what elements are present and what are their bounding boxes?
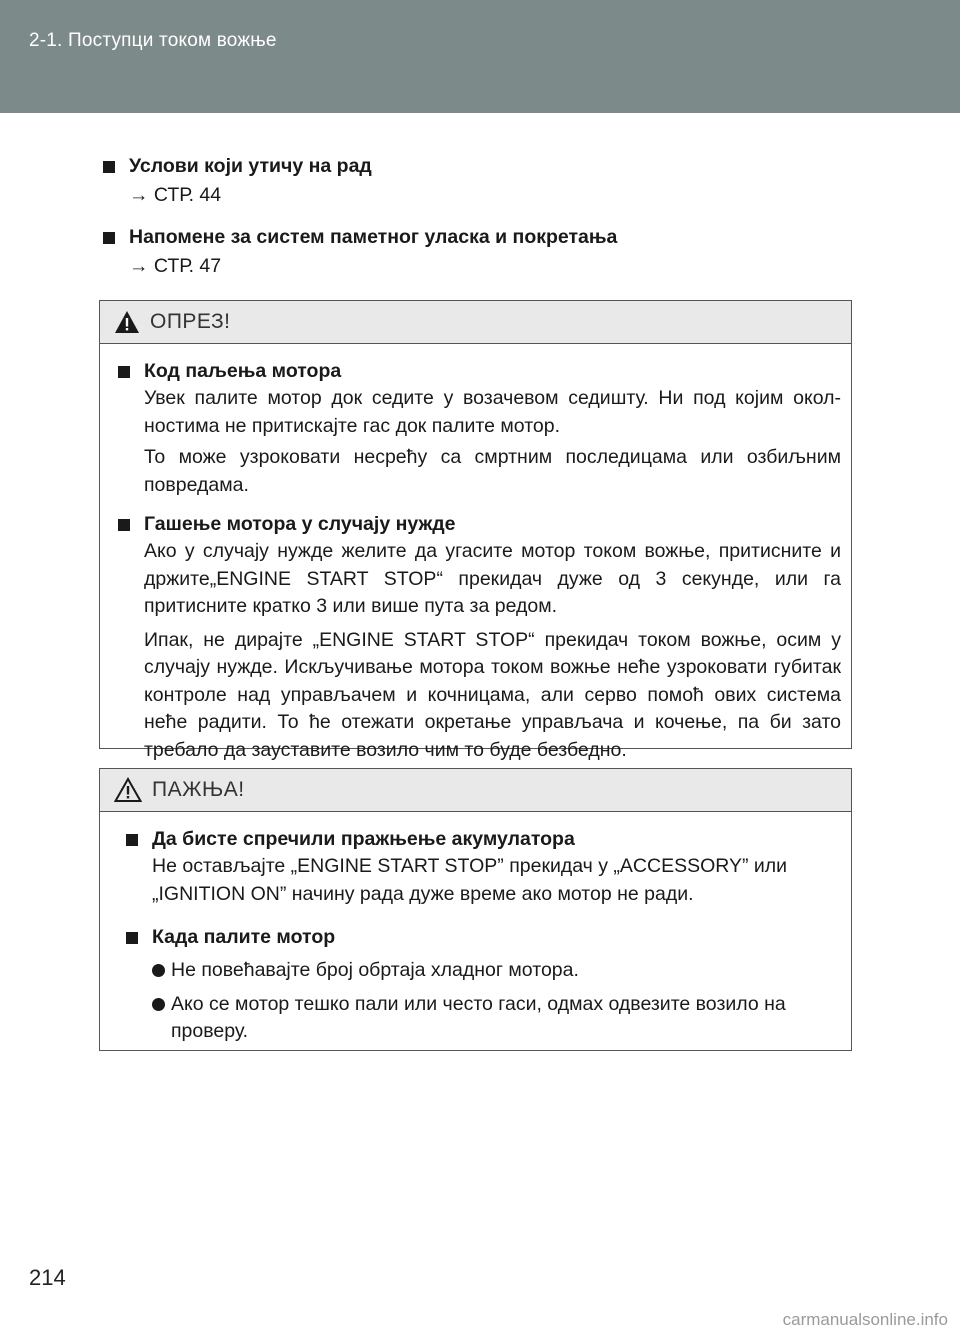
notice-bullet: Ако се мотор тешко пали или често гаси, одмах одвезите возило на проверу. xyxy=(152,991,841,1046)
caution-item-heading: Код паљења мотора xyxy=(118,358,841,385)
chapter-title: 2-1. Поступци током вожње xyxy=(29,30,277,51)
caution-header xyxy=(100,301,851,344)
section-heading: Напомене за систем паметног уласка и покретања xyxy=(103,226,863,249)
section-operating-conditions xyxy=(103,155,863,207)
page-number: 214 xyxy=(29,1265,66,1290)
round-bullet-icon xyxy=(152,998,165,1011)
caution-paragraph: Ако у случају нужде желите да угасите мотор током вожње, притисните и држите„ENGINE START STOP“ прекидач дуже од 3 секунде, или га притисните кратко 3 или више пута за редом. xyxy=(144,540,841,617)
notice-box xyxy=(99,768,852,1051)
caution-box xyxy=(99,300,852,761)
square-bullet-icon xyxy=(118,366,130,378)
notice-item-heading: Да бисте спречили пражњење акумулатора xyxy=(126,826,841,853)
warning-triangle-outline-icon xyxy=(114,777,142,803)
caution-item xyxy=(118,358,841,499)
notice-item-heading: Када палите мотор xyxy=(126,924,841,951)
caution-paragraph: Увек палите мотор док седите у возачевом седишту. Ни под којим окол-ностима не притискајте гас док палите мотор. xyxy=(144,387,841,437)
square-bullet-icon xyxy=(103,232,115,244)
section-heading: Услови који утичу на рад xyxy=(103,155,863,178)
page-reference: → СТР. 44 xyxy=(129,184,222,206)
warning-triangle-icon xyxy=(114,310,140,334)
watermark: carmanualsonline.info xyxy=(782,1310,948,1329)
caution-item xyxy=(118,511,841,764)
notice-bullet: Не повећавајте број обртаја хладног мотора. xyxy=(152,957,841,985)
square-bullet-icon xyxy=(103,161,115,173)
caution-paragraph: То може узроковати несрећу са смртним последицама или озбиљним повредама. xyxy=(144,446,841,496)
notice-item xyxy=(126,826,841,908)
square-bullet-icon xyxy=(126,932,138,944)
notice-item xyxy=(126,924,841,1046)
page-reference: → СТР. 47 xyxy=(129,255,222,277)
notice-paragraph: Не остављајте „ENGINE START STOP” прекидач у „ACCESSORY” или „IGNITION ON” начину рада дуже време ако мотор не ради. xyxy=(152,855,788,905)
round-bullet-icon xyxy=(152,964,165,977)
section-smart-entry-notes xyxy=(103,226,863,278)
notice-title: ПАЖЊА! xyxy=(152,778,245,801)
caution-title: ОПРЕЗ! xyxy=(150,310,231,333)
square-bullet-icon xyxy=(118,519,130,531)
caution-paragraph: Ипак, не дирајте „ENGINE START STOP“ прекидач током вожње, осим у случају нужде. Искључивање мотора током вожње неће узроковати губитак контроле над управљачем и кочницама, али серво помоћ ових система неће радити. То ће отежати окретање управљача и кочење, па би зато требало да зауставите возило чим то буде безбедно. xyxy=(144,628,841,761)
notice-header xyxy=(100,769,851,812)
square-bullet-icon xyxy=(126,834,138,846)
caution-item-heading: Гашење мотора у случају нужде xyxy=(118,511,841,538)
header-bar xyxy=(0,0,960,113)
